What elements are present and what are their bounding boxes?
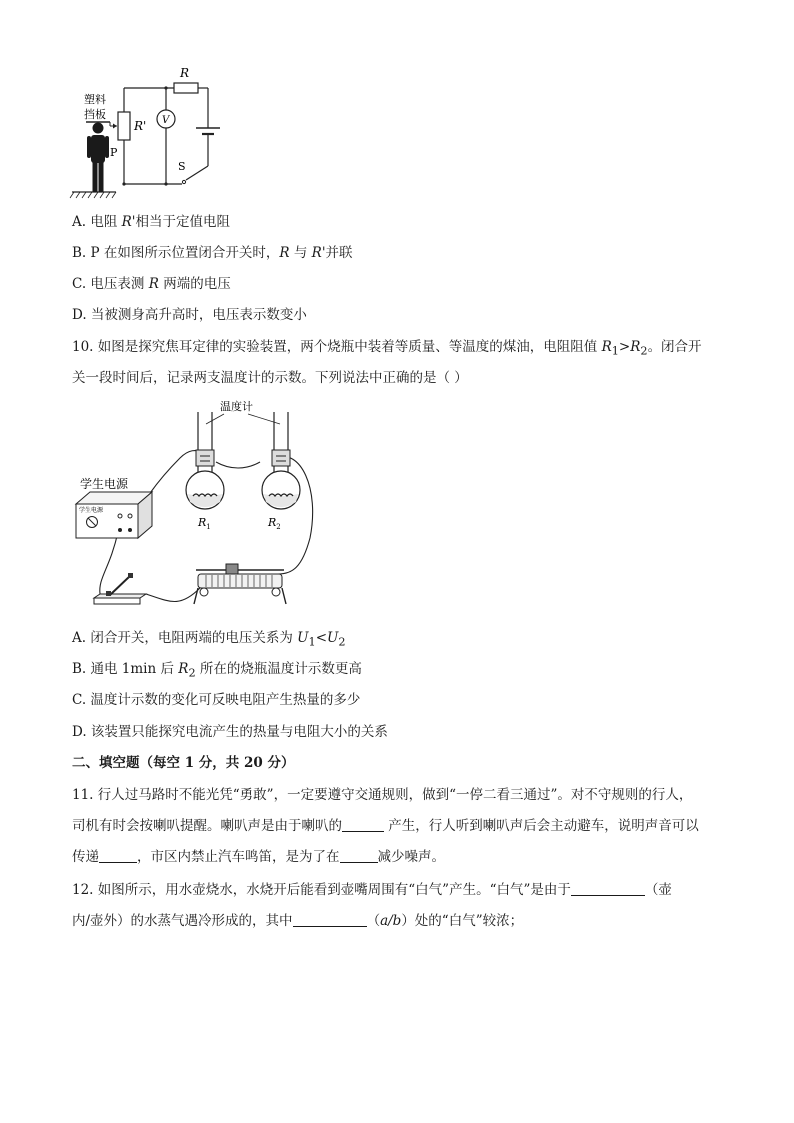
- label-baffle-1: 塑料: [84, 93, 106, 106]
- q10-option-a: A. 闭合开关，电阻两端的电压关系为 $U_1<U_2$: [72, 630, 346, 649]
- rheostat-icon: [194, 564, 286, 604]
- q11-line-3: 传递 ，市区内禁止汽车鸣笛，是为了在 减少噪声。: [72, 849, 445, 865]
- label-p: P: [110, 146, 118, 159]
- label-power-supply: 学生电源: [80, 477, 129, 491]
- label-baffle-2: 挡板: [84, 108, 106, 121]
- q9-option-b: B. P 在如图所示位置闭合开关时，R 与 R'并联: [72, 245, 353, 261]
- q10-option-b: B. 通电 1min 后 $R_2$ 所在的烧瓶温度计示数更高: [72, 661, 362, 680]
- section-2-heading: 二、填空题（每空 1 分，共 20 分）: [72, 755, 295, 771]
- flask-r1-icon: [186, 412, 224, 509]
- joule-law-apparatus-figure: [70, 398, 330, 620]
- height-meter-circuit-figure: [66, 62, 226, 202]
- power-supply-icon: [76, 492, 152, 538]
- label-power-supply-small: 学生电源: [79, 507, 104, 514]
- q9-option-a: A. 电阻 R'相当于定值电阻: [72, 214, 231, 230]
- q12-line-1: 12. 如图所示，用水壶烧水，水烧开后能看到壶嘴周围有“白气”产生。“白气”是由于 （壶: [72, 882, 672, 898]
- q10-option-d: D. 该装置只能探究电流产生的热量与电阻大小的关系: [72, 724, 388, 740]
- q11-line-2: 司机有时会按喇叭提醒。喇叭声是由于喇叭的 产生，行人听到喇叭声后会主动避车，说明声音可以: [72, 818, 699, 834]
- q11-blank-2[interactable]: [99, 848, 137, 863]
- q11-blank-3[interactable]: [340, 848, 378, 863]
- knife-switch-icon: [94, 573, 146, 604]
- q11-blank-1[interactable]: [342, 817, 384, 832]
- q10-stem-line-1: 10. 如图是探究焦耳定律的实验装置，两个烧瓶中装着等质量、等温度的煤油，电阻阻值 $R_1>R_2$。闭合开: [72, 339, 702, 358]
- q12-line-2: 内/壶外）的水蒸气遇冷形成的，其中 （a/b）处的“白气”较浓；: [72, 913, 524, 929]
- person-icon: [87, 123, 109, 193]
- label-s: S: [178, 160, 186, 173]
- q10-stem-line-2: 关一段时间后，记录两支温度计的示数。下列说法中正确的是（ ）: [72, 370, 468, 386]
- resistor-r-prime: [118, 112, 130, 140]
- label-thermometer: 温度计: [220, 400, 253, 413]
- q12-blank-2[interactable]: [293, 912, 367, 927]
- resistor-r: [174, 83, 198, 93]
- label-v: V: [162, 115, 170, 126]
- label-r1: $R_1$: [198, 516, 211, 531]
- label-r-prime: R': [134, 119, 147, 133]
- q10-option-c: C. 温度计示数的变化可反映电阻产生热量的多少: [72, 692, 361, 708]
- q9-option-c: C. 电压表测 R 两端的电压: [72, 276, 231, 292]
- q9-option-d: D. 当被测身高升高时，电压表示数变小: [72, 307, 307, 323]
- q11-line-1: 11. 行人过马路时不能光凭“勇敢”，一定要遵守交通规则，做到“一停二看三通过”。对不守规则的行人，: [72, 787, 693, 803]
- label-r2: $R_2$: [268, 516, 281, 531]
- label-r: R: [180, 66, 190, 80]
- q12-blank-1[interactable]: [571, 881, 645, 896]
